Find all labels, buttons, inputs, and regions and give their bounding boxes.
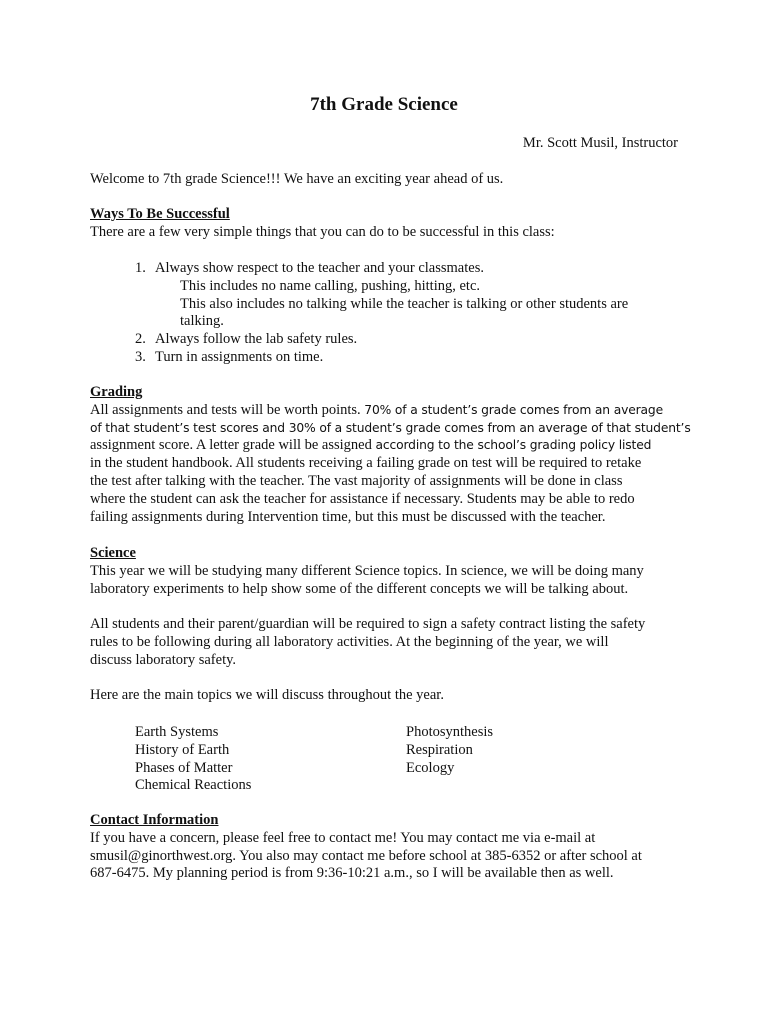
success-section [90,206,690,242]
paragraph-line: assignment score. A letter grade will be assigned according to the school’s grading policy listed [90,437,652,454]
paragraph-line: discuss laboratory safety. [90,651,237,668]
paragraph-line: where the student can ask the teacher for assistance if necessary. Students may be able to redo [90,490,635,507]
science-section [90,545,690,598]
paragraph-line: All assignments and tests will be worth points. 70% of a student’s grade comes from an average [90,401,663,418]
contact-heading: Contact Information [90,812,219,828]
topic-item: Phases of Matter [135,759,233,776]
paragraph-line: smusil@ginorthwest.org. You also may contact me before school at 385-6352 or after school at [90,847,642,864]
success-intro: There are a few very simple things that you can do to be successful in this class: [90,223,555,240]
topic-item: Respiration [406,741,473,758]
page-title: 7th Grade Science [310,94,458,115]
list-subitem: This also includes no talking while the teacher is talking or other students are [180,295,629,312]
paragraph-line: in the student handbook. All students receiving a failing grade on test will be required to retake [90,455,642,472]
paragraph-line: failing assignments during Intervention time, but this must be discussed with the teacher. [90,508,606,525]
list-item: 2. Always follow the lab safety rules. [135,331,358,348]
topic-item: Ecology [406,759,455,776]
topics-column-2 [406,724,493,777]
topics-intro: Here are the main topics we will discuss throughout the year. [90,687,444,703]
contact-section [90,812,690,883]
topics-column-1 [135,724,251,795]
grading-section [90,384,690,526]
safety-paragraph [90,616,690,669]
topic-item: Chemical Reactions [135,777,252,794]
science-heading: Science [90,545,136,561]
list-item: 1. Always show respect to the teacher and your classmates. [135,260,484,276]
topic-item: Photosynthesis [406,724,494,740]
list-item: 3. Turn in assignments on time. [135,348,324,365]
grading-heading: Grading [90,384,143,400]
list-subitem: This includes no name calling, pushing, hitting, etc. [180,277,481,294]
paragraph-line: All students and their parent/guardian will be required to sign a safety contract listing the safety [90,616,646,632]
success-list [135,260,675,367]
welcome-text: Welcome to 7th grade Science!!! We have an exciting year ahead of us. [90,171,504,187]
paragraph-line: of that student’s test scores and 30% of a student’s grade comes from an average of that student’s [90,420,691,435]
topic-item: History of Earth [135,741,230,758]
paragraph-line: rules to be following during all laboratory activities. At the beginning of the year, we will [90,633,609,650]
paragraph-line: the test after talking with the teacher. The vast majority of assignments will be done in class [90,472,623,489]
instructor-name: Mr. Scott Musil, Instructor [522,135,678,151]
paragraph-line: If you have a concern, please feel free to contact me! You may contact me via e-mail at [90,829,596,846]
topic-item: Earth Systems [135,724,219,740]
list-subitem: talking. [180,313,224,330]
paragraph-line: This year we will be studying many different Science topics. In science, we will be doing many [90,562,644,579]
paragraph-line: laboratory experiments to help show some of the different concepts we will be talking about. [90,580,629,597]
success-heading: Ways To Be Successful [90,206,230,222]
paragraph-line: 687-6475. My planning period is from 9:36-10:21 a.m., so I will be available then as well. [90,865,614,882]
